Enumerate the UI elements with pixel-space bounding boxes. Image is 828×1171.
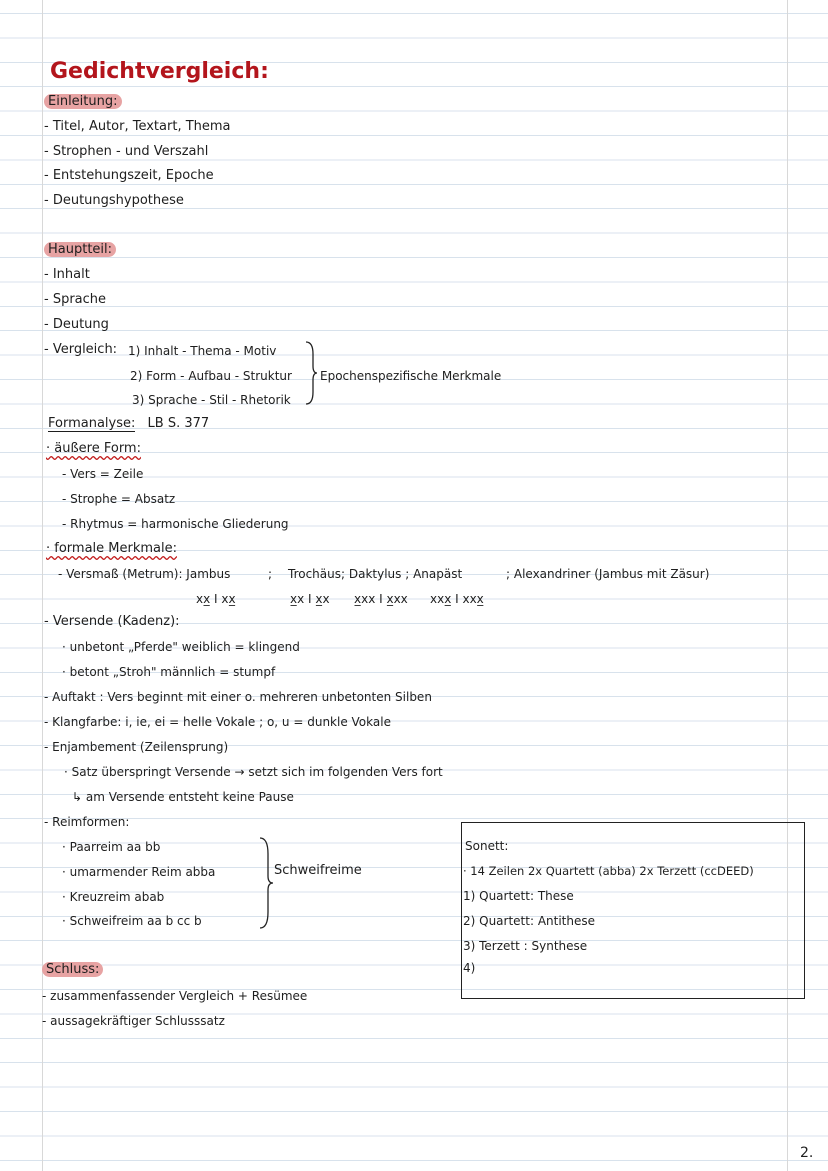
brace-reime-icon bbox=[256, 836, 274, 930]
hauptteil-heading bbox=[44, 242, 116, 258]
title-text: Gedichtvergleich bbox=[50, 59, 261, 84]
formale-merkmale-heading bbox=[46, 541, 177, 557]
reim-item: · Schweifreim aa b cc b bbox=[62, 914, 202, 928]
sonett-line: · 14 Zeilen 2x Quartett (abba) 2x Terzett (ccDEED) bbox=[463, 864, 754, 878]
einleitung-heading-text: Einleitung: bbox=[44, 94, 122, 109]
pattern-anapaest: xxx̲ I xxx̲ bbox=[430, 592, 484, 606]
sonett-item: 1) Quartett: These bbox=[463, 889, 574, 903]
formanalyse-ref: LB S. 377 bbox=[147, 416, 210, 431]
schweifreime-label: Schweifreime bbox=[274, 863, 362, 878]
brace-epochen-icon bbox=[302, 340, 318, 406]
epochen-merkmale: Epochenspezifische Merkmale bbox=[320, 369, 502, 383]
formanalyse-row bbox=[48, 416, 209, 432]
sonett-box bbox=[461, 822, 805, 999]
schluss-heading bbox=[42, 962, 103, 978]
versmass-label: - Versmaß (Metrum): Jambus bbox=[58, 567, 231, 581]
sonett-item: 2) Quartett: Antithese bbox=[463, 914, 596, 928]
reim-item: · umarmender Reim abba bbox=[62, 865, 216, 879]
pattern-trochaus: x̲x I x̲x bbox=[290, 592, 330, 606]
aeussere-item: - Vers = Zeile bbox=[62, 467, 144, 481]
einleitung-item: - Strophen - und Verszahl bbox=[44, 144, 209, 159]
einleitung-item: - Entstehungszeit, Epoche bbox=[44, 168, 214, 183]
pattern-jambus: xx̲ I xx̲ bbox=[196, 592, 236, 606]
reimformen-label: - Reimformen: bbox=[44, 815, 130, 829]
einleitung-item: - Titel, Autor, Textart, Thema bbox=[44, 119, 231, 134]
vergleich-item: 3) Sprache - Stil - Rhetorik bbox=[132, 393, 291, 407]
hauptteil-item: - Sprache bbox=[44, 292, 107, 307]
klangfarbe: - Klangfarbe: i, ie, ei = helle Vokale ; o, u = dunkle Vokale bbox=[44, 715, 391, 729]
formanalyse-label: Formanalyse: bbox=[48, 416, 136, 431]
aeussere-item: - Strophe = Absatz bbox=[62, 492, 176, 506]
formale-merkmale-text: · formale Merkmale: bbox=[46, 541, 177, 556]
pattern-daktylus: x̲xx I x̲xx bbox=[354, 592, 408, 606]
page-title bbox=[50, 58, 269, 86]
sonett-item: 3) Terzett : Synthese bbox=[463, 939, 588, 953]
page-number: 2. bbox=[800, 1145, 814, 1161]
vergleich-item: 2) Form - Aufbau - Struktur bbox=[130, 369, 292, 383]
schluss-item: - aussagekräftiger Schlusssatz bbox=[42, 1014, 225, 1028]
reim-item: · Paarreim aa bb bbox=[62, 840, 161, 854]
einleitung-item: - Deutungshypothese bbox=[44, 193, 184, 208]
hauptteil-item: - Inhalt bbox=[44, 267, 90, 282]
auftakt: - Auftakt : Vers beginnt mit einer o. mehreren unbetonten Silben bbox=[44, 690, 432, 704]
vergleich-item: 1) Inhalt - Thema - Motiv bbox=[128, 344, 277, 358]
aeussere-form-heading bbox=[46, 441, 141, 457]
vergleich-label: - Vergleich: bbox=[44, 342, 118, 357]
hauptteil-heading-text: Hauptteil: bbox=[44, 242, 116, 257]
title-colon: : bbox=[260, 59, 269, 84]
versmass-trochaus: Trochäus; Daktylus ; Anapäst bbox=[288, 567, 463, 581]
aeussere-item: - Rhytmus = harmonische Gliederung bbox=[62, 517, 289, 531]
versende-label: - Versende (Kadenz): bbox=[44, 614, 180, 629]
versmass-separator: ; bbox=[268, 567, 273, 581]
versmass-alexandriner: ; Alexandriner (Jambus mit Zäsur) bbox=[506, 567, 710, 581]
schluss-item: - zusammenfassender Vergleich + Resümee bbox=[42, 989, 308, 1003]
sonett-item: 4) bbox=[463, 961, 476, 975]
enjambement-pause: ↳ am Versende entsteht keine Pause bbox=[72, 790, 294, 804]
hauptteil-item: - Deutung bbox=[44, 317, 109, 332]
versende-unbetont: · unbetont „Pferde" weiblich = klingend bbox=[62, 640, 300, 654]
sonett-heading: Sonett: bbox=[465, 839, 509, 853]
enjambement-satz: · Satz überspringt Versende → setzt sich im folgenden Vers fort bbox=[64, 765, 443, 779]
reim-item: · Kreuzreim abab bbox=[62, 890, 165, 904]
versende-betont: · betont „Stroh" männlich = stumpf bbox=[62, 665, 276, 679]
schluss-heading-text: Schluss: bbox=[42, 962, 103, 977]
aeussere-form-text: · äußere Form: bbox=[46, 441, 141, 456]
einleitung-heading bbox=[44, 94, 122, 110]
enjambement: - Enjambement (Zeilensprung) bbox=[44, 740, 229, 754]
